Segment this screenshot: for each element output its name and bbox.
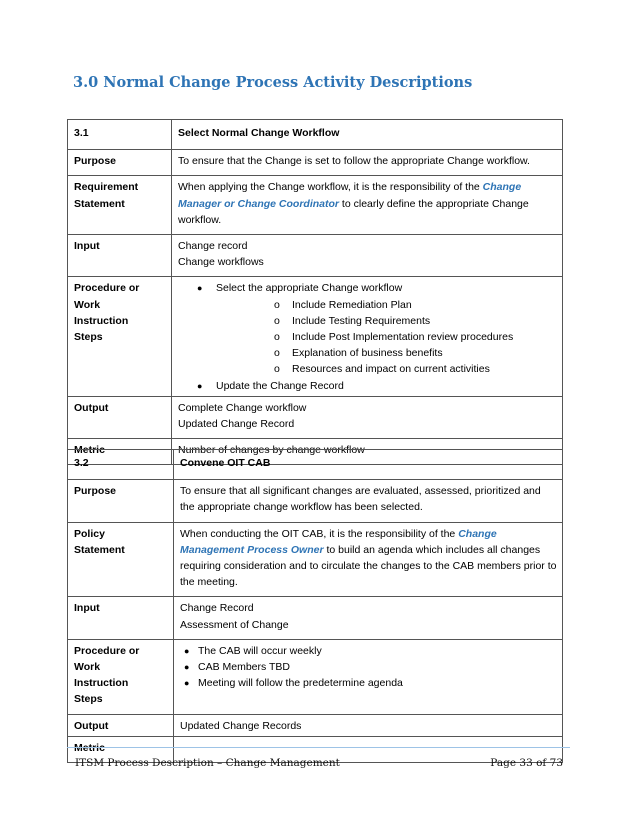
- responsible-role: Change Management Process Owner: [180, 527, 497, 556]
- input-list: [174, 597, 563, 639]
- statement-label: Requirement Statement: [68, 176, 172, 235]
- step-item: ● Meeting will follow the predetermine agenda: [180, 675, 557, 691]
- section-heading: 3.0 Normal Change Process Activity Descriptions: [73, 74, 473, 91]
- input-row: [68, 235, 563, 277]
- procedure-steps: [172, 277, 563, 396]
- substep-item: o Include Post Implementation review procedures: [216, 329, 557, 345]
- procedure-label: Procedure or Work Instruction Steps: [68, 639, 174, 714]
- table-header-row: [68, 120, 563, 150]
- step-item: ● Update the Change Record: [178, 378, 557, 394]
- footer-page-number: Page 33 of 73: [490, 757, 563, 769]
- output-label: Output: [68, 396, 172, 438]
- metric-text: Number of changes by change workflow: [172, 439, 563, 465]
- output-label: Output: [68, 714, 174, 736]
- step-list: [180, 643, 557, 692]
- input-item: Assessment of Change: [180, 618, 289, 631]
- activity-table-3-2: [67, 449, 563, 763]
- statement-label: Policy Statement: [68, 522, 174, 597]
- output-item: Complete Change workflow: [178, 401, 307, 414]
- input-item: Change workflows: [178, 256, 264, 269]
- footer-document-title: ITSM Process Description – Change Management: [75, 757, 340, 769]
- activity-number: 3.2: [68, 450, 174, 480]
- purpose-label: Purpose: [68, 150, 172, 176]
- step-item: ● CAB Members TBD: [180, 659, 557, 675]
- activity-title: Convene OIT CAB: [174, 450, 563, 480]
- output-list: [174, 714, 563, 736]
- input-label: Input: [68, 235, 172, 277]
- output-item: Updated Change Record: [178, 418, 295, 431]
- input-item: Change record: [178, 240, 248, 253]
- activity-number: 3.1: [68, 120, 172, 150]
- purpose-text: To ensure that all significant changes are evaluated, assessed, prioritized and the appropriate change workflow has been selected.: [174, 480, 563, 522]
- statement-text-before: When conducting the OIT CAB, it is the responsibility of the: [180, 527, 459, 540]
- statement-row: [68, 522, 563, 597]
- table-header-row: [68, 450, 563, 480]
- output-item: Updated Change Records: [180, 719, 302, 732]
- purpose-label: Purpose: [68, 480, 174, 522]
- step-list: [178, 280, 557, 393]
- step-item: [178, 280, 557, 377]
- output-row: [68, 396, 563, 438]
- responsible-role: Change Manager or Change Coordinator: [178, 181, 522, 210]
- substep-item: o Include Testing Requirements: [216, 313, 557, 329]
- substep-item: o Explanation of business benefits: [216, 345, 557, 361]
- output-row: [68, 714, 563, 736]
- statement-text: [172, 176, 563, 235]
- statement-row: [68, 176, 563, 235]
- statement-text-before: When applying the Change workflow, it is the responsibility of the: [178, 181, 483, 194]
- statement-text-after: to clearly define the appropriate Change workflow.: [178, 197, 529, 226]
- output-list: [172, 396, 563, 438]
- procedure-row: [68, 639, 563, 714]
- metric-label: Metric: [68, 439, 172, 465]
- purpose-row: [68, 480, 563, 522]
- procedure-label: Procedure or Work Instruction Steps: [68, 277, 172, 396]
- purpose-text: To ensure that the Change is set to follow the appropriate Change workflow.: [172, 150, 563, 176]
- procedure-steps: [174, 639, 563, 714]
- input-list: [172, 235, 563, 277]
- footer-divider: [67, 747, 570, 748]
- procedure-row: [68, 277, 563, 396]
- step-text: Select the appropriate Change workflow: [216, 282, 403, 295]
- input-item: Change Record: [180, 602, 254, 615]
- input-label: Input: [68, 597, 174, 639]
- statement-text: [174, 522, 563, 597]
- statement-text-after: to build an agenda which includes all changes requiring consideration and to circulate the changes to the CAB members prior to the meeting.: [180, 543, 557, 589]
- activity-title: Select Normal Change Workflow: [172, 120, 563, 150]
- activity-table-3-1: [67, 119, 563, 465]
- purpose-row: [68, 150, 563, 176]
- substep-item: o Resources and impact on current activities: [216, 361, 557, 377]
- substep-item: o Include Remediation Plan: [216, 297, 557, 313]
- input-row: [68, 597, 563, 639]
- substep-list: [216, 297, 557, 378]
- step-item: ● The CAB will occur weekly: [180, 643, 557, 659]
